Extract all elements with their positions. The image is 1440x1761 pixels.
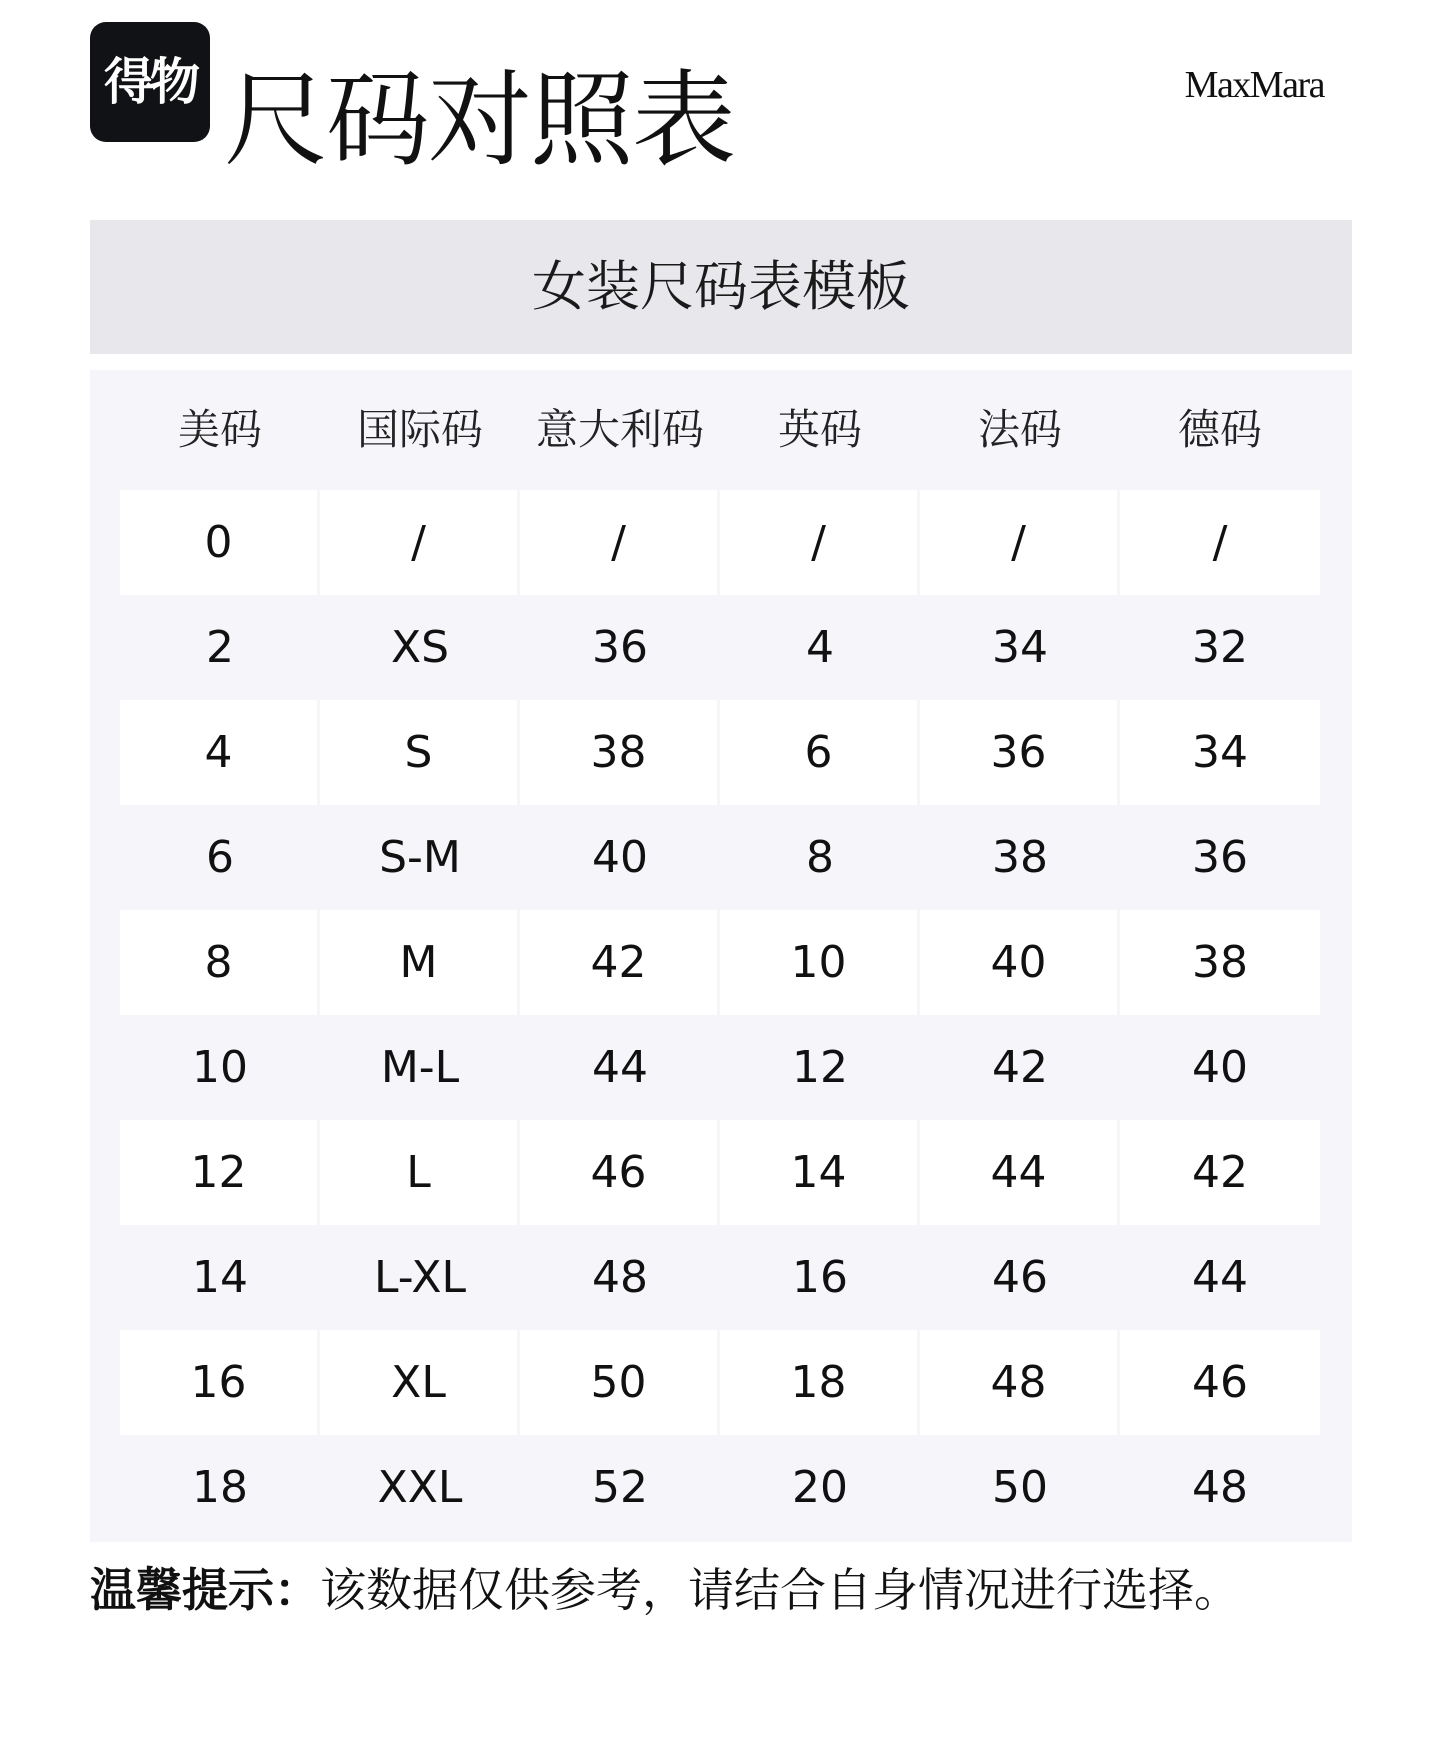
table-cell: XS bbox=[390, 622, 450, 673]
table-cell: 44 bbox=[920, 1120, 1120, 1225]
table-cell: 46 bbox=[1120, 1330, 1320, 1435]
table-cell: 42 bbox=[992, 1042, 1048, 1093]
table-cell: 38 bbox=[520, 700, 720, 805]
table-cell: 50 bbox=[520, 1330, 720, 1435]
table-row bbox=[120, 1435, 1320, 1540]
footnote-text: 该数据仅供参考，请结合自身情况进行选择。 bbox=[320, 1563, 1240, 1617]
brand-logo: MaxMara bbox=[1184, 64, 1324, 106]
table-cell: 36 bbox=[1192, 832, 1248, 883]
table-cell: 8 bbox=[120, 910, 320, 1015]
table-cell: 46 bbox=[992, 1252, 1048, 1303]
column-header-germany: 德码 bbox=[1177, 405, 1262, 454]
table-cell: 34 bbox=[992, 622, 1048, 673]
table-cell: XXL bbox=[377, 1462, 463, 1513]
table-cell: 36 bbox=[592, 622, 648, 673]
table-cell: 40 bbox=[592, 832, 648, 883]
table-cell: L bbox=[320, 1120, 520, 1225]
table-cell: 20 bbox=[792, 1462, 848, 1513]
table-cell: 32 bbox=[1192, 622, 1248, 673]
header bbox=[90, 22, 1350, 181]
table-cell: 48 bbox=[592, 1252, 648, 1303]
table-row bbox=[120, 1225, 1320, 1330]
table-title: 女装尺码表模板 bbox=[90, 220, 1352, 354]
table-cell: 12 bbox=[792, 1042, 848, 1093]
table-cell: 38 bbox=[992, 832, 1048, 883]
table-cell: XL bbox=[320, 1330, 520, 1435]
table-cell: 18 bbox=[192, 1462, 248, 1513]
table-cell: 36 bbox=[920, 700, 1120, 805]
table-body bbox=[120, 490, 1320, 1540]
table-cell: 40 bbox=[1192, 1042, 1248, 1093]
table-cell: 18 bbox=[720, 1330, 920, 1435]
table-cell: 48 bbox=[920, 1330, 1120, 1435]
table-cell: 4 bbox=[806, 622, 834, 673]
table-cell: 40 bbox=[920, 910, 1120, 1015]
table-row bbox=[120, 1015, 1320, 1120]
table-cell: 14 bbox=[720, 1120, 920, 1225]
table-cell: 46 bbox=[520, 1120, 720, 1225]
table-cell: 44 bbox=[1192, 1252, 1248, 1303]
table-cell: S-M bbox=[379, 832, 461, 883]
footnote-label: 温馨提示： bbox=[90, 1563, 320, 1617]
table-cell: 42 bbox=[520, 910, 720, 1015]
table-cell: 14 bbox=[192, 1252, 248, 1303]
table-cell: 16 bbox=[792, 1252, 848, 1303]
table-header-row bbox=[120, 370, 1320, 490]
table-row bbox=[120, 805, 1320, 910]
table-cell: 10 bbox=[192, 1042, 248, 1093]
table-cell: / bbox=[720, 490, 920, 595]
app-logo: 得物 bbox=[90, 22, 210, 142]
table-cell: 44 bbox=[592, 1042, 648, 1093]
column-header-france: 法码 bbox=[977, 405, 1062, 454]
table-row bbox=[120, 490, 1320, 595]
table-cell: / bbox=[920, 490, 1120, 595]
table-row bbox=[120, 1120, 1320, 1225]
page-title: 尺码对照表 bbox=[224, 59, 735, 181]
table-row bbox=[120, 700, 1320, 805]
table-cell: 8 bbox=[806, 832, 834, 883]
column-header-italy: 意大利码 bbox=[535, 405, 704, 454]
table-cell: / bbox=[320, 490, 520, 595]
table-cell: 4 bbox=[120, 700, 320, 805]
column-header-international: 国际码 bbox=[356, 405, 483, 454]
column-header-uk: 英码 bbox=[777, 405, 862, 454]
table-cell: 6 bbox=[720, 700, 920, 805]
table-cell: 48 bbox=[1192, 1462, 1248, 1513]
table-cell: M bbox=[320, 910, 520, 1015]
table-cell: 50 bbox=[992, 1462, 1048, 1513]
table-cell: 16 bbox=[120, 1330, 320, 1435]
table-cell: 2 bbox=[206, 622, 234, 673]
table-cell: 38 bbox=[1120, 910, 1320, 1015]
table-cell: M-L bbox=[380, 1042, 460, 1093]
table-cell: 12 bbox=[120, 1120, 320, 1225]
table-cell: L-XL bbox=[373, 1252, 467, 1303]
table-row bbox=[120, 595, 1320, 700]
table-cell: S bbox=[320, 700, 520, 805]
size-table bbox=[90, 370, 1352, 1542]
table-row bbox=[120, 1330, 1320, 1435]
table-cell: 52 bbox=[592, 1462, 648, 1513]
column-header-us: 美码 bbox=[177, 405, 262, 454]
table-cell: 0 bbox=[120, 490, 320, 595]
table-cell: 10 bbox=[720, 910, 920, 1015]
table-row bbox=[120, 910, 1320, 1015]
footnote bbox=[90, 1560, 1240, 1620]
table-cell: 6 bbox=[206, 832, 234, 883]
table-cell: 34 bbox=[1120, 700, 1320, 805]
table-cell: / bbox=[520, 490, 720, 595]
table-cell: 42 bbox=[1120, 1120, 1320, 1225]
table-cell: / bbox=[1120, 490, 1320, 595]
